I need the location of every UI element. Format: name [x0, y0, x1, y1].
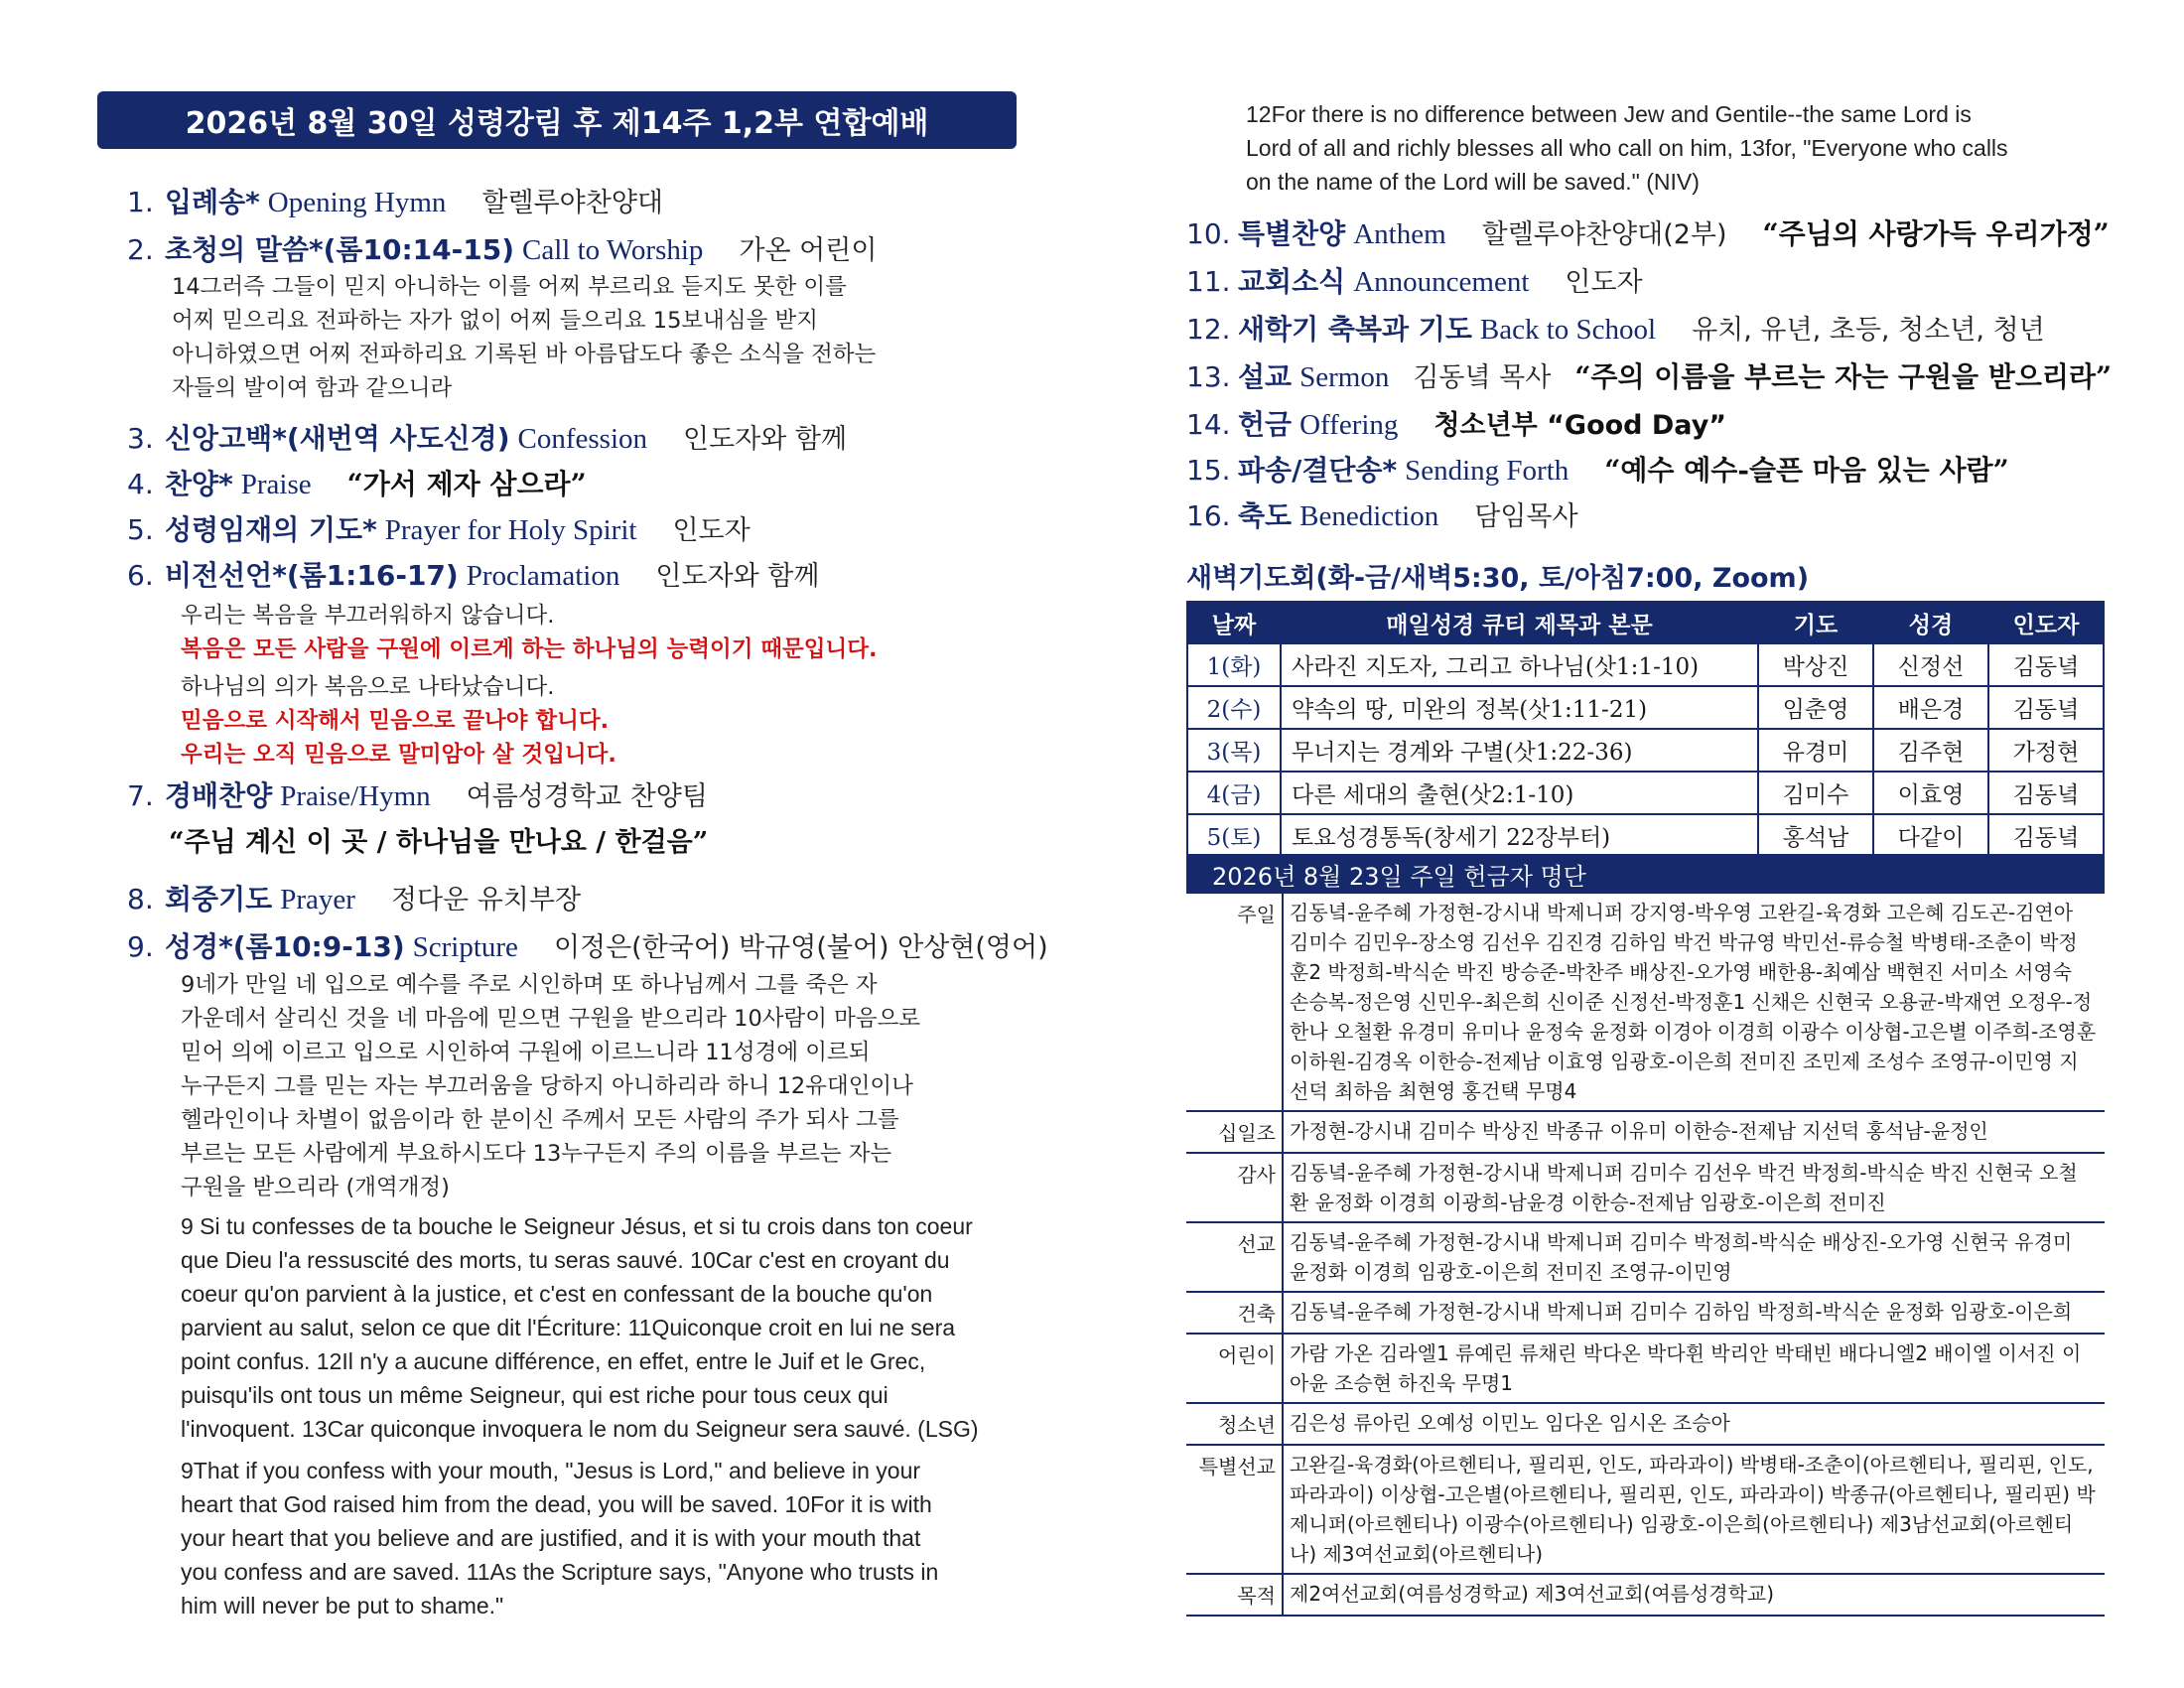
- item-title-en: Prayer: [280, 884, 355, 915]
- item-number: 5.: [127, 513, 154, 546]
- item-number: 3.: [127, 422, 154, 455]
- donor-category: 선교: [1186, 1223, 1284, 1291]
- donor-list-title: [1186, 854, 2105, 894]
- item-number: 8.: [127, 883, 154, 915]
- table-row: [1187, 643, 2104, 686]
- column-header: 인도자: [1988, 602, 2104, 643]
- cell-prayer: 박상진: [1758, 643, 1873, 686]
- service-title: 2026년 8월 30일 성령강림 후 제14주 1,2부 연합예배: [185, 106, 929, 141]
- donor-row-children: [1186, 1335, 2105, 1404]
- verse-line: 자들의 발이여 함과 같으니라: [172, 375, 453, 401]
- cell-date: 2(수): [1187, 686, 1281, 729]
- item-title-en: Prayer for Holy Spirit: [384, 514, 637, 546]
- item-title-ko: 초청의 말씀*(롬10:14-15): [165, 233, 514, 266]
- verse-line: 어찌 믿으리요 전파하는 자가 없이 어찌 들으리요 15보내심을 받지: [172, 308, 818, 334]
- scripture-niv: [1246, 97, 2110, 199]
- verse-line: 14그러즉 그들이 믿지 아니하는 이를 어찌 부르리요 듣지도 못한 이를: [172, 274, 847, 300]
- cell-topic: 약속의 땅, 미완의 정복(삿1:11-21): [1281, 686, 1758, 729]
- cell-prayer: 김미수: [1758, 772, 1873, 814]
- vision-line: 하나님의 의가 복음으로 나타났습니다.: [181, 674, 555, 700]
- sermon-title: “주의 이름을 부르는 자는 구원을 받으리라”: [1574, 360, 2113, 393]
- vision-line-emphasis: 복음은 모든 사람을 구원에 이르게 하는 하나님의 능력이기 때문입니다.: [181, 636, 878, 662]
- item-title-en: Scripture: [412, 931, 518, 963]
- donor-names: 김동녘-윤주혜 가정현-강시내 박제니퍼 김미수 박정희-박식순 배상진-오가영 신현국 유경미 윤정화 이경희 임광호-이은희 전미진 조영규-이민영: [1290, 1230, 2073, 1284]
- verse-line: 헬라인이나 차별이 없음이라 한 분이신 주께서 모든 사람의 주가 되사 그를: [181, 1107, 899, 1133]
- order-item-3: [127, 417, 847, 457]
- cell-prayer: 홍석남: [1758, 814, 1873, 857]
- donor-row-mission: [1186, 1223, 2105, 1293]
- item-title-en: Back to School: [1479, 314, 1657, 346]
- item-number: 7.: [127, 779, 154, 812]
- vision-declaration: [181, 599, 1024, 772]
- verse-line: 12For there is no difference between Jew and Gentile--the same Lord is: [1246, 101, 1972, 127]
- item-number: 10.: [1186, 217, 1231, 250]
- item-song-title: “주님의 사랑가득 우리가정”: [1762, 217, 2110, 250]
- donor-row-tithe: [1186, 1112, 2105, 1154]
- cell-topic: 다른 세대의 출현(삿2:1-10): [1281, 772, 1758, 814]
- call-to-worship-text: [172, 270, 1016, 405]
- cell-reader: 다같이: [1873, 814, 1988, 857]
- order-item-6: [127, 554, 819, 594]
- item-leader: 가온 어린이: [739, 235, 878, 266]
- item-leader: 정다운 유치부장: [390, 885, 582, 915]
- donor-row-thanks: [1186, 1154, 2105, 1223]
- donor-category: 목적: [1186, 1575, 1284, 1615]
- dawn-prayer-title: 새벽기도회(화-금/새벽5:30, 토/아침7:00, Zoom): [1186, 563, 1810, 594]
- table-row: [1187, 814, 2104, 857]
- item-title-en: Confession: [517, 423, 648, 455]
- item-title-ko: 찬양*: [165, 468, 233, 500]
- item-title-en: Praise/Hymn: [280, 780, 431, 812]
- verse-line: your heart that you believe and are justified, and it is with your mouth that: [181, 1525, 921, 1551]
- donor-names: 김동녘-윤주혜 가정현-강시내 박제니퍼 강지영-박우영 고완길-육경화 고은혜 김도곤-김연아 김미수 김민우-장소영 김선우 김진경 김하임 박건 박규영 박민선-류승철 박병태-조춘이 박정훈2 박정희-박식순 박진 방승준-박찬주 배상진-오가영 배한용-최예삼 백현진 서미소 서영숙 손승복-정은영 신민우-최은희 신이준 신정선-박정훈1 신채은 신현국 오용균-박재연 오정우-정한나 오철환 유경미 유미나 윤정숙 윤정화 이경아 이경희 이광수 이상협-고은별 이주희-조영훈 이하원-김경옥 이한승-전제남 이효영 임광호-이은희 전미진 조민제 조성수 조영규-이민영 지선덕 최하음 최현영 홍건택 무명4: [1290, 901, 2097, 1103]
- cell-reader: 신정선: [1873, 643, 1988, 686]
- order-item-12: [1186, 308, 2045, 348]
- column-header: 기도: [1758, 602, 1873, 643]
- cell-leader: 김동녘: [1988, 686, 2104, 729]
- donor-category: 주일: [1186, 894, 1284, 1110]
- verse-line: 부르는 모든 사람에게 부요하시도다 13누구든지 주의 이름을 부르는 자는: [181, 1141, 892, 1167]
- scripture-french: [181, 1209, 1054, 1446]
- cell-leader: 김동녘: [1988, 643, 2104, 686]
- item-title-ko: 파송/결단송*: [1238, 454, 1398, 487]
- cell-topic: 토요성경통독(창세기 22장부터): [1281, 814, 1758, 857]
- verse-line: 9네가 만일 네 입으로 예수를 주로 시인하며 또 하나님께서 그를 죽은 자: [181, 972, 878, 998]
- order-item-10: [1186, 212, 2110, 252]
- item-number: 12.: [1186, 313, 1231, 346]
- service-banner: [97, 91, 1017, 149]
- item-number: 16.: [1186, 499, 1231, 532]
- cell-leader: 김동녘: [1988, 772, 2104, 814]
- item-leader: 할렐루야찬양대: [481, 188, 663, 218]
- item-song-title: “예수 예수-슬픈 마음 있는 사람”: [1604, 454, 2009, 487]
- item-leader: 담임목사: [1474, 501, 1578, 532]
- item-title-en: Opening Hymn: [267, 187, 447, 218]
- item-title-en: Call to Worship: [522, 234, 704, 266]
- order-item-2: [127, 228, 877, 268]
- donor-category: 감사: [1186, 1154, 1284, 1221]
- item-title-en: Offering: [1299, 409, 1399, 441]
- item-title-en: Sending Forth: [1405, 455, 1570, 487]
- donor-names: 김은성 류아린 오예성 이민노 임다온 임시온 조승아: [1290, 1411, 1730, 1435]
- item-number: 2.: [127, 233, 154, 266]
- order-item-14: [1186, 403, 1726, 443]
- donor-row-special-mission: [1186, 1446, 2105, 1575]
- column-header: 매일성경 큐티 제목과 본문: [1281, 602, 1758, 643]
- item-title-ko: 비전선언*(롬1:16-17): [165, 559, 459, 592]
- vision-line-emphasis: 우리는 오직 믿음으로 말미암아 살 것입니다.: [181, 742, 616, 768]
- verse-line: parvient au salut, selon ce que dit l'Écriture: 11Quiconque croit en lui ne sera: [181, 1315, 956, 1340]
- item-title-ko: 설교: [1238, 360, 1293, 393]
- item-title-en: Proclamation: [466, 560, 620, 592]
- item-title-en: Anthem: [1353, 218, 1446, 250]
- item-title-ko: 회중기도: [165, 883, 273, 915]
- donor-names: 김동녘-윤주혜 가정현-강시내 박제니퍼 김미수 김하임 박정희-박식순 윤정화 임광호-이은희: [1290, 1300, 2073, 1324]
- item-leader: 청소년부 “Good Day”: [1433, 410, 1727, 441]
- item-title-ko: 성경*(롬10:9-13): [165, 930, 405, 963]
- item-number: 15.: [1186, 454, 1231, 487]
- column-header: 날짜: [1187, 602, 1281, 643]
- vision-line-emphasis: 믿음으로 시작해서 믿음으로 끝나야 합니다.: [181, 708, 610, 734]
- cell-date: 1(화): [1187, 643, 1281, 686]
- item-title-ko: 경배찬양: [165, 779, 273, 812]
- cell-prayer: 임춘영: [1758, 686, 1873, 729]
- donor-category: 특별선교: [1186, 1446, 1284, 1573]
- item-title-ko: 신앙고백*(새번역 사도신경): [165, 422, 510, 455]
- item-leader: 유치, 유년, 초등, 청소년, 청년: [1692, 315, 2045, 346]
- cell-leader: 가정현: [1988, 729, 2104, 772]
- order-item-9: [127, 925, 1048, 965]
- verse-line: 가운데서 살리신 것을 네 마음에 믿으면 구원을 받으리라 10사람이 마음으로: [181, 1006, 921, 1032]
- item-title-en: Benediction: [1299, 500, 1439, 532]
- cell-prayer: 유경미: [1758, 729, 1873, 772]
- item-leader: 인도자와 함께: [655, 561, 820, 592]
- item-number: 1.: [127, 186, 154, 218]
- item-title-en: Sermon: [1299, 361, 1390, 393]
- item-leader: 인도자: [672, 515, 751, 546]
- verse-line: 믿어 의에 이르고 입으로 시인하여 구원에 이르느니라 11성경에 이르되: [181, 1040, 871, 1065]
- cell-reader: 이효영: [1873, 772, 1988, 814]
- verse-line: 구원을 받으리라 (개역개정): [181, 1175, 450, 1200]
- verse-line: 아니하였으면 어찌 전파하리요 기록된 바 아름답도다 좋은 소식을 전하는: [172, 342, 877, 367]
- verse-line: que Dieu l'a ressuscité des morts, tu seras sauvé. 10Car c'est en croyant du: [181, 1247, 950, 1273]
- order-item-1: [127, 181, 663, 220]
- verse-line: heart that God raised him from the dead, you will be saved. 10For it is with: [181, 1491, 932, 1517]
- table-row: [1187, 729, 2104, 772]
- item-leader: 할렐루야찬양대(2부): [1481, 219, 1727, 250]
- donor-names: 제2여선교회(여름성경학교) 제3여선교회(여름성경학교): [1290, 1582, 1775, 1606]
- verse-line: coeur qu'on parvient à la justice, et c'est en confessant de la bouche qu'on: [181, 1281, 933, 1307]
- donor-row-youth: [1186, 1404, 2105, 1446]
- donor-names: 고완길-육경화(아르헨티나, 필리핀, 인도, 파라과이) 박병태-조춘이(아르헨티나, 필리핀, 인도, 파라과이) 이상협-고은별(아르헨티나, 필리핀, 인도, 파라과이) 박종규(아르헨티나, 필리핀) 박제니퍼(아르헨티나) 이광수(아르헨티나) 임광호-이은희(아르헨티나) 제3남선교회(아르헨티나) 제3여선교회(아르헨티나): [1290, 1453, 2096, 1566]
- verse-line: you confess and are saved. 11As the Scripture says, "Anyone who trusts in: [181, 1559, 939, 1585]
- donor-row-building: [1186, 1293, 2105, 1335]
- donor-names: 가람 가온 김라엘1 류예린 류채린 박다온 박다휜 박리안 박태빈 배다니엘2 배이엘 이서진 이아윤 조승현 하진욱 무명1: [1290, 1341, 2082, 1395]
- cell-topic: 사라진 지도자, 그리고 하나님(삿1:1-10): [1281, 643, 1758, 686]
- verse-line: 9That if you confess with your mouth, "Jesus is Lord," and believe in your: [181, 1458, 921, 1483]
- cell-leader: 김동녘: [1988, 814, 2104, 857]
- cell-date: 3(목): [1187, 729, 1281, 772]
- donor-title-text: 2026년 8월 23일 주일 헌금자 명단: [1212, 862, 1586, 891]
- item-number: 6.: [127, 559, 154, 592]
- item-leader: 인도자: [1565, 267, 1643, 298]
- table-header-row: [1187, 602, 2104, 643]
- donor-list: [1186, 854, 2105, 1617]
- donor-category: 청소년: [1186, 1404, 1284, 1444]
- donor-names: 가정현-강시내 김미수 박상진 박종규 이유미 이한승-전제남 지선덕 홍석남-윤정인: [1290, 1119, 1988, 1143]
- verse-line: puisqu'ils ont tous un même Seigneur, qui est riche pour tous ceux qui: [181, 1382, 888, 1408]
- item-title-ko: 성령임재의 기도*: [165, 513, 377, 546]
- donor-category: 십일조: [1186, 1112, 1284, 1152]
- order-item-11: [1186, 260, 1643, 300]
- item-title-en: Announcement: [1353, 266, 1530, 298]
- verse-line: 누구든지 그를 믿는 자는 부끄러움을 당하지 아니하리라 하니 12유대인이나: [181, 1073, 913, 1099]
- verse-line: l'invoquent. 13Car quiconque invoquera le nom du Seigneur sera sauvé. (LSG): [181, 1416, 979, 1442]
- verse-line: 9 Si tu confesses de ta bouche le Seigneur Jésus, et si tu crois dans ton coeur: [181, 1213, 973, 1239]
- item-title-ko: 축도: [1238, 499, 1293, 532]
- item-preacher: 김동녘 목사: [1413, 362, 1552, 393]
- item-leader: 여름성경학교 찬양팀: [466, 781, 708, 812]
- item-song-title: “가서 제자 삼으라”: [346, 468, 587, 500]
- item-number: 14.: [1186, 408, 1231, 441]
- column-header: 성경: [1873, 602, 1988, 643]
- scripture-korean: [181, 968, 1034, 1204]
- item-readers: 이정은(한국어) 박규영(불어) 안상현(영어): [553, 932, 1048, 963]
- donor-row-purpose: [1186, 1575, 2105, 1617]
- verse-line: point confus. 12Il n'y a aucune différence, en effet, entre le Juif et le Grec,: [181, 1348, 926, 1374]
- verse-line: him will never be put to shame.": [181, 1593, 504, 1618]
- cell-topic: 무너지는 경계와 구별(삿1:22-36): [1281, 729, 1758, 772]
- item-title-ko: 입례송*: [165, 186, 260, 218]
- item-number: 11.: [1186, 265, 1231, 298]
- vision-line: 우리는 복음을 부끄러워하지 않습니다.: [181, 603, 555, 629]
- order-item-5: [127, 508, 751, 548]
- item-title-ko: 새학기 축복과 기도: [1238, 313, 1472, 346]
- scripture-english: [181, 1454, 1054, 1622]
- table-row: [1187, 772, 2104, 814]
- item-title-en: Praise: [240, 469, 312, 500]
- cell-reader: 김주현: [1873, 729, 1988, 772]
- cell-date: 5(토): [1187, 814, 1281, 857]
- verse-line: Lord of all and richly blesses all who call on him, 13for, "Everyone who calls: [1246, 135, 2008, 161]
- item-leader: 인도자와 함께: [683, 424, 848, 455]
- order-item-16: [1186, 494, 1578, 534]
- order-item-13: [1186, 355, 2112, 395]
- dawn-prayer-table: [1186, 601, 2105, 858]
- item-title-ko: 헌금: [1238, 408, 1293, 441]
- donor-row-sunday: [1186, 894, 2105, 1112]
- item-title-ko: 교회소식: [1238, 265, 1346, 298]
- donor-names: 김동녘-윤주혜 가정현-강시내 박제니퍼 김미수 김선우 박건 박정희-박식순 박진 신현국 오철환 윤정화 이경희 이광희-남윤경 이한승-전제남 임광호-이은희 전미진: [1290, 1161, 2078, 1214]
- item-number: 13.: [1186, 360, 1231, 393]
- order-item-7: [127, 774, 708, 814]
- cell-reader: 배은경: [1873, 686, 1988, 729]
- praise-song-list: “주님 계신 이 곳 / 하나님을 만나요 / 한걸음”: [169, 827, 709, 858]
- order-item-8: [127, 878, 581, 917]
- cell-date: 4(금): [1187, 772, 1281, 814]
- donor-category: 어린이: [1186, 1335, 1284, 1402]
- donor-category: 건축: [1186, 1293, 1284, 1333]
- item-number: 4.: [127, 468, 154, 500]
- order-item-4: [127, 463, 587, 502]
- item-number: 9.: [127, 930, 154, 963]
- verse-line: on the name of the Lord will be saved." (NIV): [1246, 169, 1700, 195]
- item-title-ko: 특별찬양: [1238, 217, 1346, 250]
- table-row: [1187, 686, 2104, 729]
- order-item-15: [1186, 449, 2009, 489]
